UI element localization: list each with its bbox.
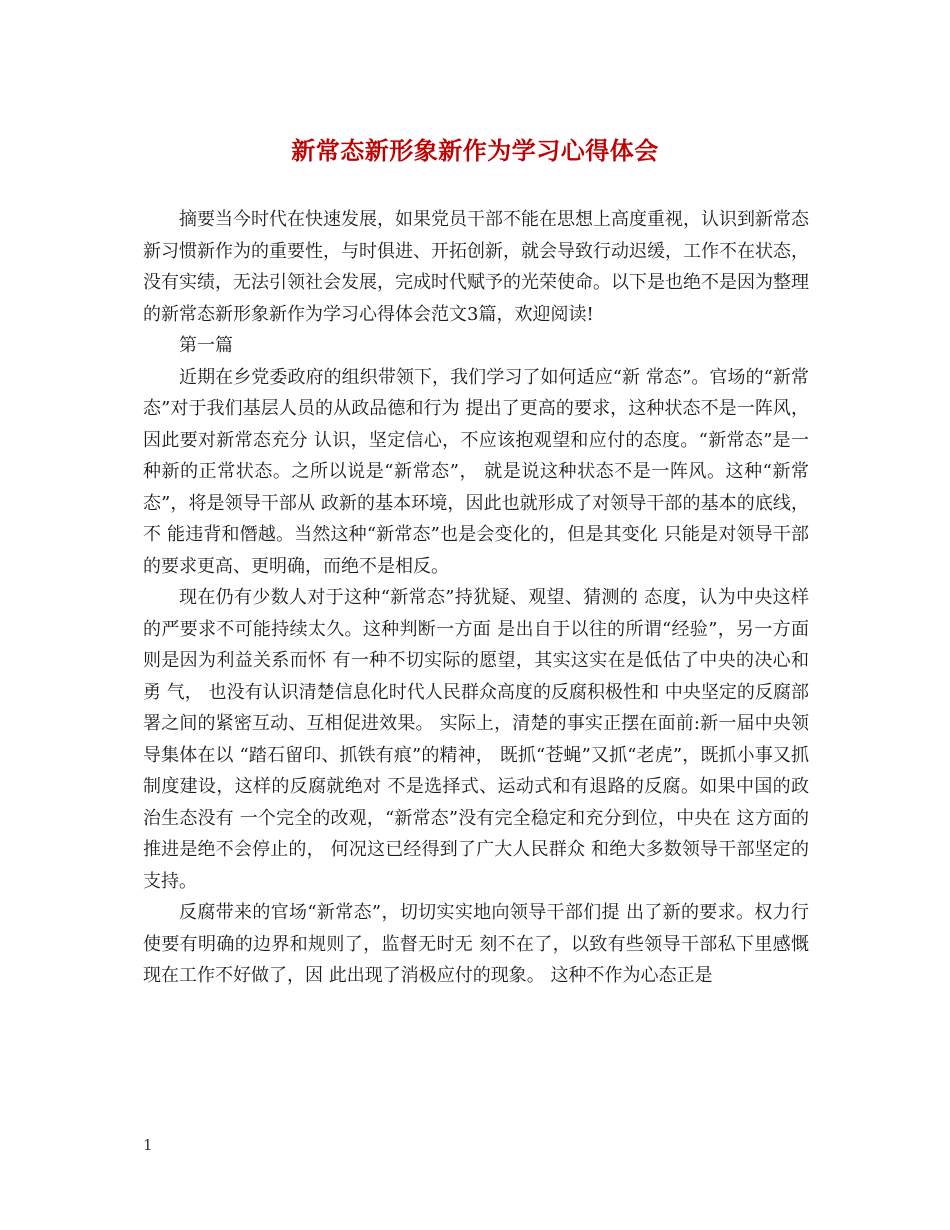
document-title: 新常态新形象新作为学习心得体会 <box>291 136 659 165</box>
page-number: 1 <box>143 1136 153 1154</box>
body-paragraph: 反腐带来的官场“新常态”，切切实实地向领导干部们提 出了新的要求。权力行使要有明确的边界和规则了，监督无时无 刻不在了，以致有些领导干部私下里感慨现在工作不好做了，因 此出现了消极应付的现象。 这种不作为心态正是 <box>143 902 809 986</box>
document-body <box>143 204 809 992</box>
body-paragraph: 近期在乡党委政府的组织带领下，我们学习了如何适应“新 常态”。官场的“新常态”对于我们基层人员的从政品德和行为 提出了更高的要求，这种状态不是一阵风，因此要对新常态充分 认识，坚定信心，不应该抱观望和应付的态度。“新常态”是一种新的正常状态。之所以说是“新常态”， 就是说这种状态不是一阵风。这种“新常态”，将是领导干部从 政新的基本环境，因此也就形成了对领导干部的基本的底线，不 能违背和僭越。当然这种“新常态”也是会变化的，但是其变化 只能是对领导干部的要求更高、更明确，而绝不是相反。 <box>143 366 809 577</box>
body-paragraph: 现在仍有少数人对于这种“新常态”持犹疑、观望、猜测的 态度，认为中央这样的严要求不可能持续太久。这种判断一方面 是出自于以往的所谓“经验”，另一方面则是因为利益关系而怀 有一种不切实际的愿望，其实这实在是低估了中央的决心和勇 气， 也没有认识清楚信息化时代人民群众高度的反腐积极性和 中央坚定的反腐部署之间的紧密互动、互相促进效果。 实际上，清楚的事实正摆在面前:新一届中央领导集体在以 “踏石留印、抓铁有痕”的精神， 既抓“苍蝇”又抓“老虎”，既抓小事又抓制度建设，这样的反腐就绝对 不是选择式、运动式和有退路的反腐。如果中国的政治生态没有 一个完全的改观，“新常态”没有完全稳定和充分到位，中央在 这方面的推进是绝不会停止的， 何况这已经得到了广大人民群众 和绝大多数领导干部坚定的支持。 <box>143 587 809 892</box>
section-heading: 第一篇 <box>179 335 233 356</box>
abstract-paragraph: 摘要当今时代在快速发展，如果党员干部不能在思想上高度重视，认识到新常态新习惯新作为的重要性，与时俱进、开拓创新，就会导致行动迟缓，工作不在状态，没有实绩，无法引领社会发展，完成时代赋予的光荣使命。以下是也绝不是因为整理的新常态新形象新作为学习心得体会范文3篇，欢迎阅读! <box>143 209 809 325</box>
